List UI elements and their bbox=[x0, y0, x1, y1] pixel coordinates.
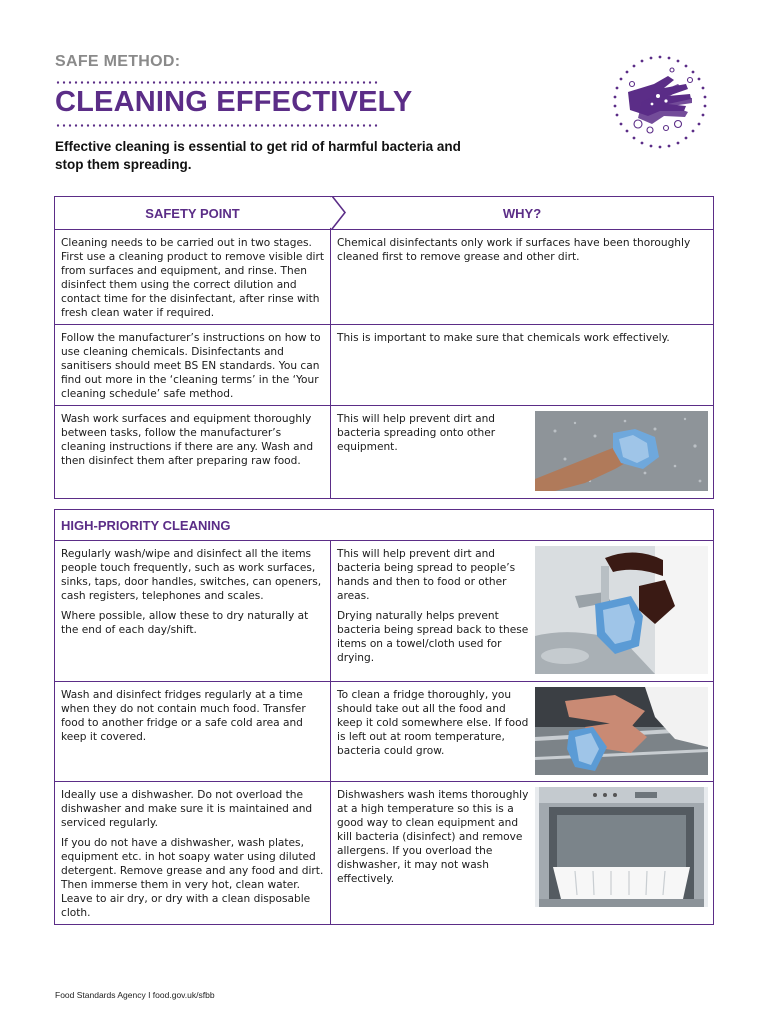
title-dots-bottom bbox=[55, 124, 380, 127]
table-row bbox=[55, 406, 331, 499]
table-row bbox=[55, 782, 331, 925]
why-text: Chemical disinfectants only work if surfaces have been thoroughly cleaned first to remove grease and other dirt. bbox=[337, 237, 691, 263]
table-row bbox=[55, 682, 331, 782]
safety-point-header bbox=[55, 197, 331, 230]
table-row-why bbox=[331, 230, 714, 325]
kicker: SAFE METHOD: bbox=[55, 53, 181, 70]
safety-point-text: Regularly wash/wipe and disinfect all the items people touch frequently, such as work surfaces, sinks, taps, door handles, switches, can openers, cash registers, telephones and scales. bbox=[61, 548, 322, 602]
safety-point-text: Cleaning needs to be carried out in two stages. First use a cleaning product to remove visible dirt from surfaces and equipment, and rinse. Then disinfect them using the correct dilution and contact time for the disinfectant, after rinse with fresh clean water if required. bbox=[61, 237, 324, 319]
safety-point-label: SAFETY POINT bbox=[145, 205, 240, 221]
table-row-why bbox=[331, 541, 714, 682]
intro-text: Effective cleaning is essential to get rid of harmful bacteria and stop them spreading. bbox=[55, 139, 461, 172]
why-text: Dishwashers wash items thoroughly at a high temperature so this is a good way to clean equipment and kill bacteria (disinfect) and remove allergens. If you overload the dishwasher, it may not wash effectively. bbox=[337, 789, 529, 885]
why-label: WHY? bbox=[502, 205, 542, 221]
washing-hands-tap-photo bbox=[535, 546, 708, 674]
why-text: Drying naturally helps prevent bacteria being spread back to these items on a towel/cloth used for drying. bbox=[337, 610, 529, 664]
dishwasher-photo bbox=[535, 787, 708, 907]
safety-point-text: Ideally use a dishwasher. Do not overload the dishwasher and make sure it is maintained and serviced regularly. bbox=[61, 789, 313, 829]
table-row-why bbox=[331, 406, 714, 499]
footer: Food Standards Agency I food.gov.uk/sfbb bbox=[55, 990, 215, 1000]
safety-point-text: Wash and disinfect fridges regularly at a time when they do not contain much food. Transfer food to another fridge or a safe cold area and keep it covered. bbox=[61, 689, 306, 743]
safety-point-text: Where possible, allow these to dry naturally at the end of each day/shift. bbox=[61, 610, 309, 636]
title-dots-top bbox=[55, 81, 380, 84]
table-row-why bbox=[331, 782, 714, 925]
high-priority-table bbox=[54, 509, 714, 925]
safety-point-text: Follow the manufacturer’s instructions on how to use cleaning chemicals. Disinfectants and sanitisers should meet BS EN standards. You can find out more in the ‘cleaning terms’ in the ‘Your cleaning schedule’ safe method. bbox=[61, 332, 321, 400]
safety-point-text: If you do not have a dishwasher, wash plates, equipment etc. in hot soapy water using diluted detergent. Remove grease and any food and dirt. Then immerse them in very hot, clean water. Leave to air dry, or dry with a clean disposable cloth. bbox=[61, 837, 324, 919]
why-text: This will help prevent dirt and bacteria being spread to people’s hands and then to food or other areas. bbox=[337, 548, 516, 602]
safety-table bbox=[54, 196, 714, 499]
table-row bbox=[55, 541, 331, 682]
high-priority-label: HIGH-PRIORITY CLEANING bbox=[61, 517, 231, 533]
hands-washing-icon bbox=[608, 54, 712, 150]
table-row-why bbox=[331, 325, 714, 406]
table-row bbox=[55, 325, 331, 406]
wiping-surface-photo bbox=[535, 411, 708, 491]
safety-point-text: Wash work surfaces and equipment thoroughly between tasks, follow the manufacturer’s cleaning instructions if there are any. Wash and then disinfect them after preparing raw food. bbox=[61, 413, 314, 467]
high-priority-heading bbox=[55, 510, 714, 541]
table-row-why bbox=[331, 682, 714, 782]
why-header bbox=[331, 197, 714, 230]
table-row bbox=[55, 230, 331, 325]
cleaning-fridge-photo bbox=[535, 687, 708, 775]
why-text: This will help prevent dirt and bacteria spreading onto other equipment. bbox=[337, 413, 496, 453]
why-text: This is important to make sure that chemicals work effectively. bbox=[337, 332, 670, 344]
why-text: To clean a fridge thoroughly, you should take out all the food and keep it cold somewhere else. If food is left out at room temperature, bacteria could grow. bbox=[337, 689, 529, 757]
page-title: CLEANING EFFECTIVELY bbox=[55, 86, 413, 118]
